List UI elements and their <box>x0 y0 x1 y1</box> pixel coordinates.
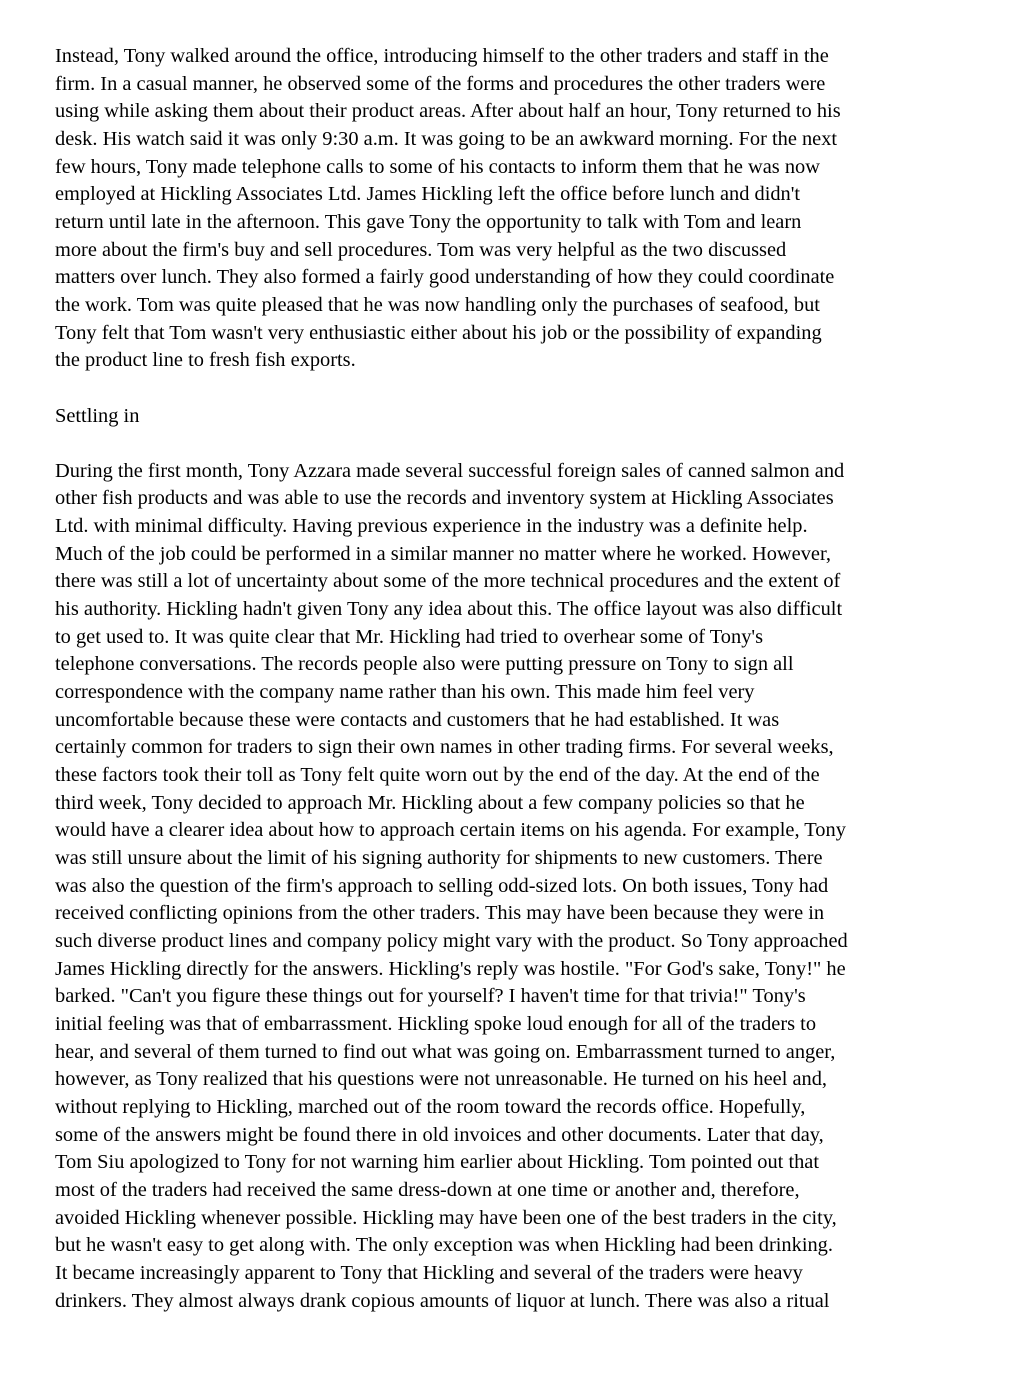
text-line: avoided Hickling whenever possible. Hickling may have been one of the best traders in the city, <box>55 1206 837 1229</box>
text-line: barked. "Can't you figure these things out for yourself? I haven't time for that trivia!" Tony's <box>55 985 806 1008</box>
text-line: the work. Tom was quite pleased that he was now handling only the purchases of seafood, but <box>55 293 820 316</box>
text-line: Instead, Tony walked around the office, introducing himself to the other traders and staff in the <box>55 45 829 67</box>
paragraph-1 <box>55 43 1000 375</box>
text-line: the product line to fresh fish exports. <box>55 349 356 372</box>
text-line: Tony felt that Tom wasn't very enthusiastic either about his job or the possibility of expanding <box>55 321 822 344</box>
text-line: employed at Hickling Associates Ltd. James Hickling left the office before lunch and didn't <box>55 183 801 206</box>
text-line: It became increasingly apparent to Tony that Hickling and several of the traders were heavy <box>55 1261 803 1284</box>
text-line: more about the firm's buy and sell procedures. Tom was very helpful as the two discussed <box>55 238 787 261</box>
text-line: however, as Tony realized that his questions were not unreasonable. He turned on his heel and, <box>55 1068 827 1091</box>
text-line: During the first month, Tony Azzara made several successful foreign sales of canned salmon and <box>55 459 845 482</box>
text-line: there was still a lot of uncertainty about some of the more technical procedures and the extent of <box>55 570 841 593</box>
text-line: other fish products and was able to use the records and inventory system at Hickling Associates <box>55 487 834 510</box>
text-line: without replying to Hickling, marched out of the room toward the records office. Hopefully, <box>55 1095 806 1118</box>
text-line: certainly common for traders to sign their own names in other trading firms. For several weeks, <box>55 736 834 759</box>
section-heading: Settling in <box>55 404 140 427</box>
text-line: these factors took their toll as Tony felt quite worn out by the end of the day. At the end of the <box>55 764 820 787</box>
text-line: firm. In a casual manner, he observed some of the forms and procedures the other traders were <box>55 72 826 95</box>
paragraph-spacer <box>55 430 1000 458</box>
text-line: to get used to. It was quite clear that Mr. Hickling had tried to overhear some of Tony's <box>55 625 764 648</box>
paragraph-spacer <box>55 375 1000 403</box>
text-line: third week, Tony decided to approach Mr. Hickling about a few company policies so that he <box>55 791 805 814</box>
text-line: would have a clearer idea about how to approach certain items on his agenda. For example, Tony <box>55 819 846 842</box>
text-line: matters over lunch. They also formed a fairly good understanding of how they could coordinate <box>55 266 835 289</box>
text-line: but he wasn't easy to get along with. The only exception was when Hickling had been drinking. <box>55 1234 833 1257</box>
text-line: Ltd. with minimal difficulty. Having previous experience in the industry was a definite help. <box>55 515 808 538</box>
text-line: using while asking them about their product areas. After about half an hour, Tony returned to his <box>55 100 841 123</box>
text-line: hear, and several of them turned to find out what was going on. Embarrassment turned to anger, <box>55 1040 836 1063</box>
text-line: desk. His watch said it was only 9:30 a.m. It was going to be an awkward morning. For the next <box>55 127 838 150</box>
text-line: his authority. Hickling hadn't given Tony any idea about this. The office layout was also difficult <box>55 598 843 621</box>
text-line: such diverse product lines and company policy might vary with the product. So Tony approached <box>55 929 848 952</box>
text-line: few hours, Tony made telephone calls to some of his contacts to inform them that he was now <box>55 155 820 178</box>
text-line: initial feeling was that of embarrassment. Hickling spoke loud enough for all of the traders to <box>55 1012 817 1035</box>
text-line: James Hickling directly for the answers. Hickling's reply was hostile. "For God's sake, Tony!" he <box>55 957 846 980</box>
text-line: drinkers. They almost always drank copious amounts of liquor at lunch. There was also a ritual <box>55 1289 830 1312</box>
text-line: received conflicting opinions from the other traders. This may have been because they were in <box>55 902 825 925</box>
text-line: telephone conversations. The records people also were putting pressure on Tony to sign all <box>55 653 794 676</box>
text-line: Much of the job could be performed in a similar manner no matter where he worked. However, <box>55 542 832 565</box>
text-line: some of the answers might be found there in old invoices and other documents. Later that day, <box>55 1123 824 1146</box>
text-line: was also the question of the firm's approach to selling odd-sized lots. On both issues, Tony had <box>55 874 829 897</box>
text-line: Tom Siu apologized to Tony for not warning him earlier about Hickling. Tom pointed out that <box>55 1151 820 1174</box>
document-page <box>55 43 1000 1315</box>
text-line: was still unsure about the limit of his signing authority for shipments to new customers. There <box>55 847 823 869</box>
text-line: uncomfortable because these were contacts and customers that he had established. It was <box>55 708 780 731</box>
text-line: correspondence with the company name rather than his own. This made him feel very <box>55 681 755 704</box>
paragraph-2 <box>55 458 1000 1315</box>
text-line: return until late in the afternoon. This gave Tony the opportunity to talk with Tom and learn <box>55 210 802 233</box>
text-line: most of the traders had received the same dress-down at one time or another and, therefore, <box>55 1178 800 1201</box>
